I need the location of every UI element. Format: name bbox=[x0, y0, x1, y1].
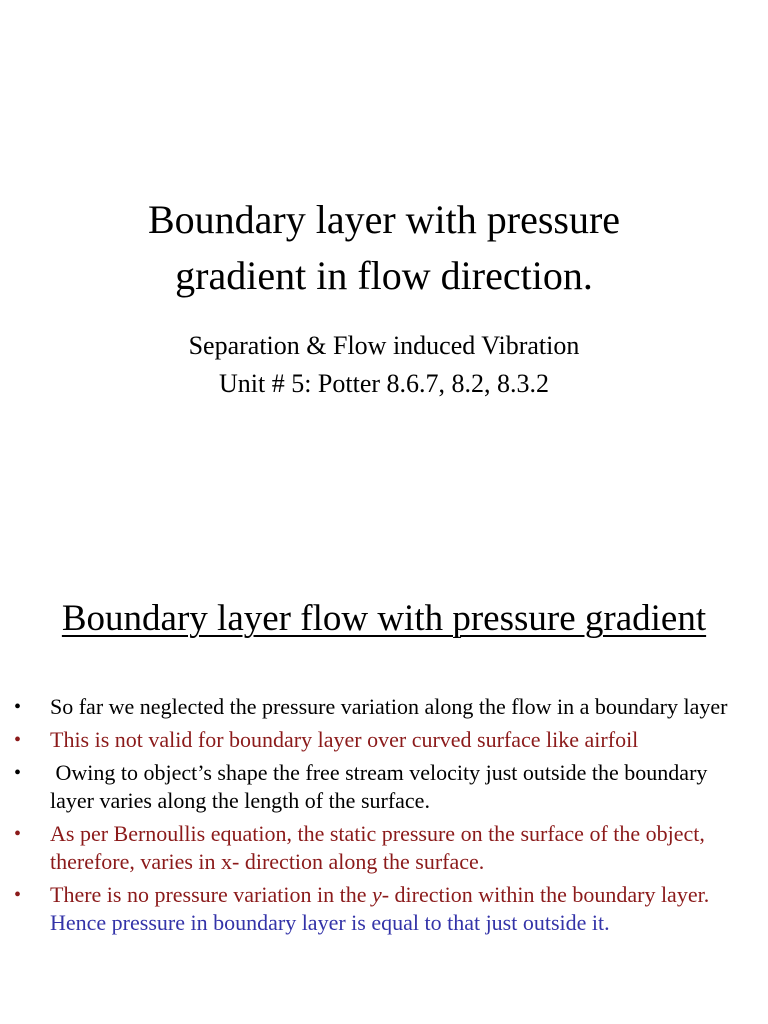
bullet-dot-icon: • bbox=[14, 884, 22, 906]
bullet-dot-icon: • bbox=[14, 696, 22, 718]
subtitle-line-2: Unit # 5: Potter 8.6.7, 8.2, 8.3.2 bbox=[218, 369, 550, 398]
bullet-text-part3: Hence pressure in boundary layer is equal to that just outside it. bbox=[50, 910, 610, 935]
bullet-item bbox=[14, 881, 754, 937]
subtitle-line-1: Separation & Flow induced Vibration bbox=[188, 331, 580, 360]
bullet-text: As per Bernoullis equation, the static pressure on the surface of the object, therefore, varies in x- direction along the surface. bbox=[50, 821, 705, 874]
bullet-dot-icon: • bbox=[14, 762, 22, 784]
title-line-1: Boundary layer with pressure bbox=[147, 197, 621, 242]
bullet-item bbox=[14, 726, 754, 754]
bullet-text: This is not valid for boundary layer over curved surface like airfoil bbox=[50, 727, 639, 752]
title-line-2: gradient in flow direction. bbox=[175, 253, 593, 298]
bullet-text-italic-y: y bbox=[371, 882, 382, 907]
slide-subtitle bbox=[40, 327, 728, 403]
content-slide bbox=[0, 520, 768, 1024]
bullet-dot-icon: • bbox=[14, 823, 22, 845]
bullet-dot-icon: • bbox=[14, 729, 22, 751]
bullet-item bbox=[14, 693, 754, 721]
bullet-text: Owing to object’s shape the free stream velocity just outside the boundary layer varies along the length of the surface. bbox=[50, 760, 713, 813]
bullet-list bbox=[14, 693, 754, 942]
bullet-text-part1: There is no pressure variation in the bbox=[50, 882, 372, 907]
bullet-item bbox=[14, 759, 754, 815]
bullet-text-part2: - direction within the boundary layer. bbox=[381, 882, 715, 907]
bullet-item bbox=[14, 820, 754, 876]
slide-title bbox=[40, 192, 728, 304]
bullet-text: So far we neglected the pressure variation along the flow in a boundary layer bbox=[50, 694, 728, 719]
content-heading: Boundary layer flow with pressure gradient bbox=[61, 598, 707, 639]
